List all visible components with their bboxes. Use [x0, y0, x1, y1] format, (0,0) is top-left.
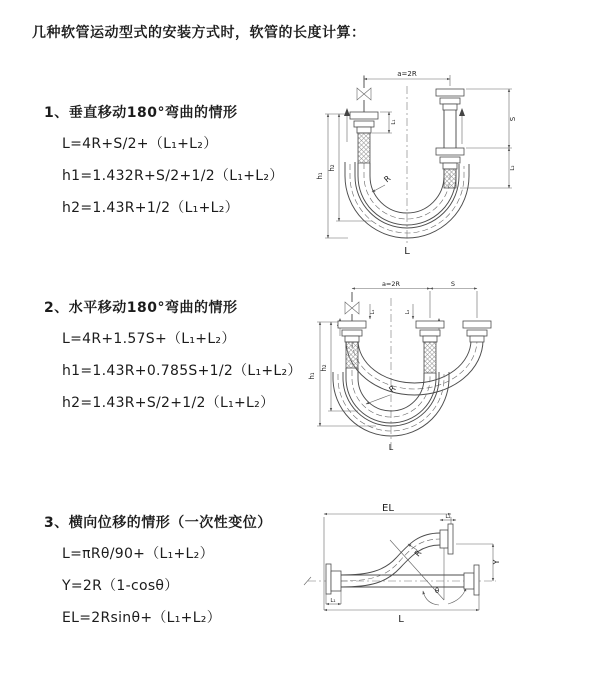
section-lateral-displacement — [44, 512, 272, 634]
flange-left — [350, 112, 378, 163]
dim-label-el: EL — [382, 503, 394, 514]
flange-top-right — [440, 524, 453, 554]
dim-label-r: R — [387, 383, 398, 395]
dim-label-length: L — [388, 443, 394, 452]
flange-right — [464, 565, 479, 595]
valve-icon — [357, 76, 371, 112]
formula-line: h1=1.432R+S/2+1/2（L₁+L₂） — [62, 168, 284, 184]
flange-left — [338, 321, 366, 368]
formula-line: h2=1.43R+S/2+1/2（L₁+L₂） — [62, 395, 275, 411]
section-heading: 2、水平移动180°弯曲的情形 — [44, 300, 238, 316]
formula-line: L=πRθ/90+（L₁+L₂） — [62, 546, 214, 562]
page-title: 几种软管运动型式的安装方式时，软管的长度计算： — [32, 25, 366, 41]
dim-label-h1: h₁ — [308, 372, 316, 380]
section-horizontal-bend — [44, 297, 302, 419]
formula-line: EL=2Rsinθ+（L₁+L₂） — [62, 610, 222, 626]
formula-line: L=4R+S/2+（L₁+L₂） — [62, 136, 218, 152]
dim-label-y: Y — [492, 559, 501, 565]
dim-label-l1: L₁ — [391, 119, 397, 125]
section-heading: 1、垂直移动180°弯曲的情形 — [44, 105, 238, 121]
formula-line: L=4R+1.57S+（L₁+L₂） — [62, 331, 236, 347]
formula-line: h2=1.43R+1/2（L₁+L₂） — [62, 200, 239, 216]
diagram-lateral-displacement — [296, 492, 598, 652]
dim-label-h2: h₂ — [328, 164, 336, 172]
formula-line: Y=2R（1-cosθ） — [62, 578, 179, 594]
section-vertical-bend — [44, 102, 284, 224]
dim-label-l2: L₂ — [510, 165, 516, 171]
dim-label-length: L — [404, 246, 410, 257]
dim-label-span: a=2R — [397, 70, 417, 78]
dim-label-s: S — [509, 116, 517, 122]
flange-right — [463, 321, 491, 342]
dimension-lines — [304, 514, 496, 610]
formula-line: h1=1.43R+0.785S+1/2（L₁+L₂） — [62, 363, 302, 379]
dim-label-span: a=2R — [381, 280, 401, 288]
dim-label-length: L — [398, 614, 404, 625]
dim-label-h2: h₂ — [320, 364, 328, 372]
diagram-horizontal-bend — [306, 278, 598, 458]
flange-left — [326, 564, 341, 594]
dim-label-l2: L₂ — [445, 514, 451, 520]
dimension-lines — [325, 75, 512, 246]
section-heading: 3、横向位移的情形（一次性变位） — [44, 515, 272, 531]
dim-label-theta: θ — [434, 587, 440, 595]
dim-label-r: R — [412, 548, 424, 559]
dim-label-h1: h₁ — [316, 172, 324, 180]
flange-right — [436, 89, 464, 188]
flange-middle — [416, 321, 444, 373]
dim-label-l2: L₂ — [405, 309, 411, 315]
dim-label-l1: L₁ — [330, 598, 336, 604]
diagram-vertical-bend — [312, 64, 592, 259]
dim-label-l1: L₁ — [370, 309, 376, 315]
dim-label-s: S — [450, 280, 456, 288]
valve-icon — [345, 292, 359, 321]
dim-label-r: R — [382, 173, 393, 185]
